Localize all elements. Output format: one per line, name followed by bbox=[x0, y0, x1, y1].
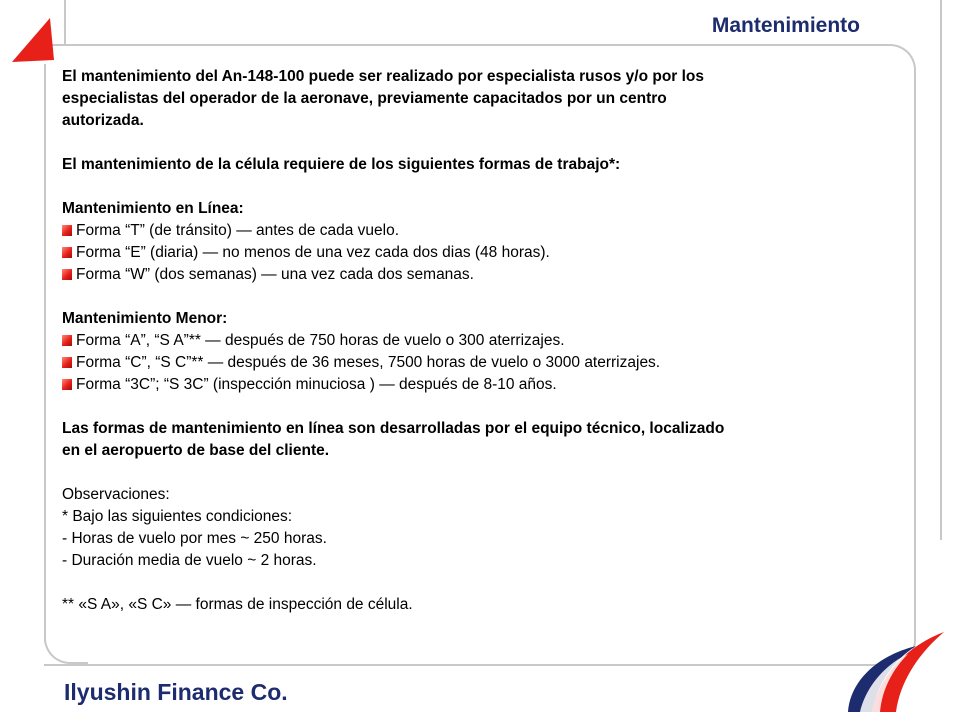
list-item bbox=[62, 374, 882, 396]
red-wing-logo-icon bbox=[8, 16, 58, 71]
red-square-bullet-icon bbox=[62, 379, 72, 390]
list-item-text: Forma “3C”; “S 3C” (inspección minuciosa ) — después de 8-10 años. bbox=[76, 376, 557, 393]
page-title: Mantenimiento bbox=[711, 14, 860, 37]
line-forms-note-1: Las formas de mantenimiento en línea son desarrolladas por el equipo técnico, localizado bbox=[62, 420, 725, 437]
frame-left-line bbox=[44, 64, 46, 642]
list-item-text: Forma “A”, “S A”** — después de 750 horas de vuelo o 300 aterrizajes. bbox=[76, 332, 565, 349]
observations-footnote: ** «S A», «S C» — formas de inspección de célula. bbox=[62, 596, 413, 613]
red-square-bullet-icon bbox=[62, 335, 72, 346]
list-item bbox=[62, 220, 882, 242]
red-square-bullet-icon bbox=[62, 357, 72, 368]
list-item bbox=[62, 352, 882, 374]
list-item-text: Forma “E” (diaria) — no menos de una vez cada dos dias (48 horas). bbox=[76, 244, 550, 261]
intro-line-1: El mantenimiento del An-148-100 puede ser realizado por especialista rusos y/o por los bbox=[62, 68, 705, 85]
list-item bbox=[62, 264, 882, 286]
work-forms-intro: El mantenimiento de la célula requiere de los siguientes formas de trabajo*: bbox=[62, 156, 621, 173]
list-item-text: Forma “W” (dos semanas) — una vez cada dos semanas. bbox=[76, 266, 474, 283]
list-item-text: Forma “C”, “S C”** — después de 36 meses, 7500 horas de vuelo o 3000 aterrizajes. bbox=[76, 354, 661, 371]
observation-line: - Duración media de vuelo ~ 2 horas. bbox=[62, 552, 317, 569]
red-square-bullet-icon bbox=[62, 269, 72, 280]
intro-line-3: autorizada. bbox=[62, 112, 144, 129]
intro-line-2: especialistas del operador de la aeronave, previamente capacitados por un centro bbox=[62, 90, 667, 107]
observation-line: - Horas de vuelo por mes ~ 250 horas. bbox=[62, 530, 327, 547]
line-forms-note-2: en el aeropuerto de base del cliente. bbox=[62, 442, 330, 459]
line-maintenance-heading: Mantenimiento en Línea: bbox=[62, 200, 244, 217]
list-item bbox=[62, 242, 882, 264]
company-name: Ilyushin Finance Co. bbox=[64, 679, 288, 705]
observations-heading: Observaciones: bbox=[62, 486, 170, 503]
frame-top-line bbox=[64, 0, 66, 44]
list-item bbox=[62, 330, 882, 352]
right-vertical-line bbox=[940, 0, 942, 540]
observation-line: * Bajo las siguientes condiciones: bbox=[62, 508, 293, 525]
red-square-bullet-icon bbox=[62, 225, 72, 236]
main-content bbox=[62, 66, 882, 616]
minor-maintenance-heading: Mantenimiento Menor: bbox=[62, 310, 228, 327]
swoosh-logo-icon bbox=[842, 620, 952, 725]
list-item-text: Forma “T” (de tránsito) — antes de cada vuelo. bbox=[76, 222, 400, 239]
red-square-bullet-icon bbox=[62, 247, 72, 258]
